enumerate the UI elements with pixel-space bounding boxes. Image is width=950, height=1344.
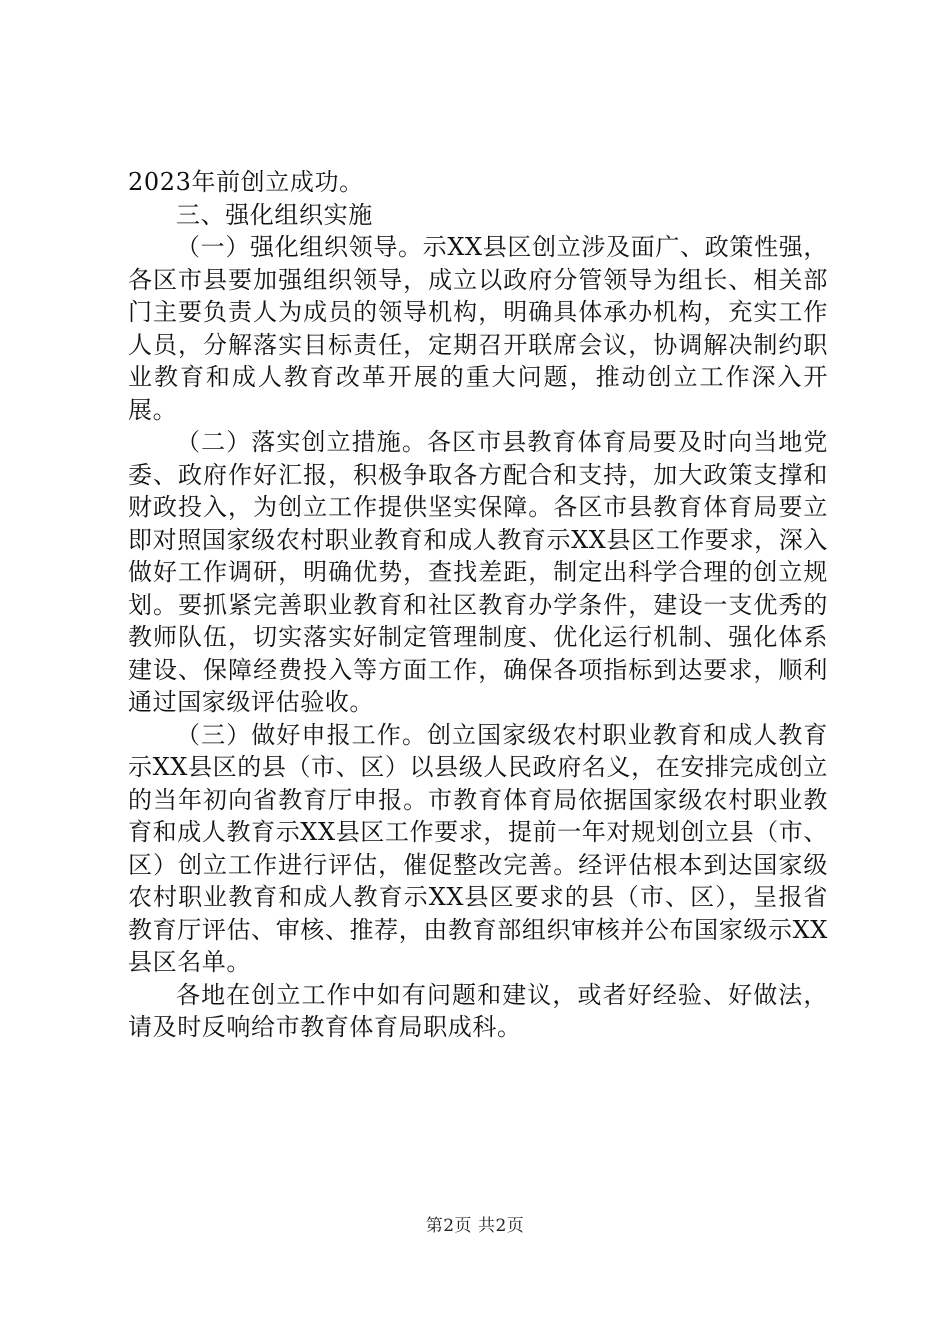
paragraph-organization-leadership: （一）强化组织领导。示XX县区创立涉及面广、政策性强，各区市县要加强组织领导，成立以政府分管领导为组长、相关部门主要负责人为成员的领导机构，明确具体承办机构，充实工作人员，分解落实目标责任，定期召开联席会议，协调解决制约职业教育和成人教育改革开展的重大问题，推动创立工作深入开展。 — [128, 233, 828, 424]
section-heading: 三、强化组织实施 — [176, 200, 373, 229]
paragraph-implementation-measures: （二）落实创立措施。各区市县教育体育局要及时向当地党委、政府作好汇报，积极争取各方配合和支持，加大政策支撑和财政投入，为创立工作提供坚实保障。各区市县教育体育局要立即对照国家级农村职业教育和成人教育示XX县区工作要求，深入做好工作调研，明确优势，查找差距，制定出科学合理的创立规划。要抓紧完善职业教育和社区教育办学条件，建设一支优秀的教师队伍，切实落实好制定管理制度、优化运行机制、强化体系建设、保障经费投入等方面工作，确保各项指标到达要求，顺利通过国家级评估验收。 — [128, 428, 828, 716]
paragraph-application-work: （三）做好申报工作。创立国家级农村职业教育和成人教育示XX县区的县（市、区）以县级人民政府名义，在安排完成创立的当年初向省教育厅申报。市教育体育局依据国家级农村职业教育和成人教育示XX县区工作要求，提前一年对规划创立县（市、区）创立工作进行评估，催促整改完善。经评估根本到达国家级农村职业教育和成人教育示XX县区要求的县（市、区），呈报省教育厅评估、审核、推荐，由教育部组织审核并公布国家级示XX县区名单。 — [128, 720, 828, 976]
document-body — [128, 166, 828, 1044]
paragraph-closing-note: 各地在创立工作中如有问题和建议，或者好经验、好做法，请及时反响给市教育体育局职成科。 — [128, 980, 828, 1041]
page-number-footer: 第2页 共2页 — [425, 1216, 525, 1236]
paragraph-continuation: 2023年前创立成功。 — [128, 168, 364, 196]
